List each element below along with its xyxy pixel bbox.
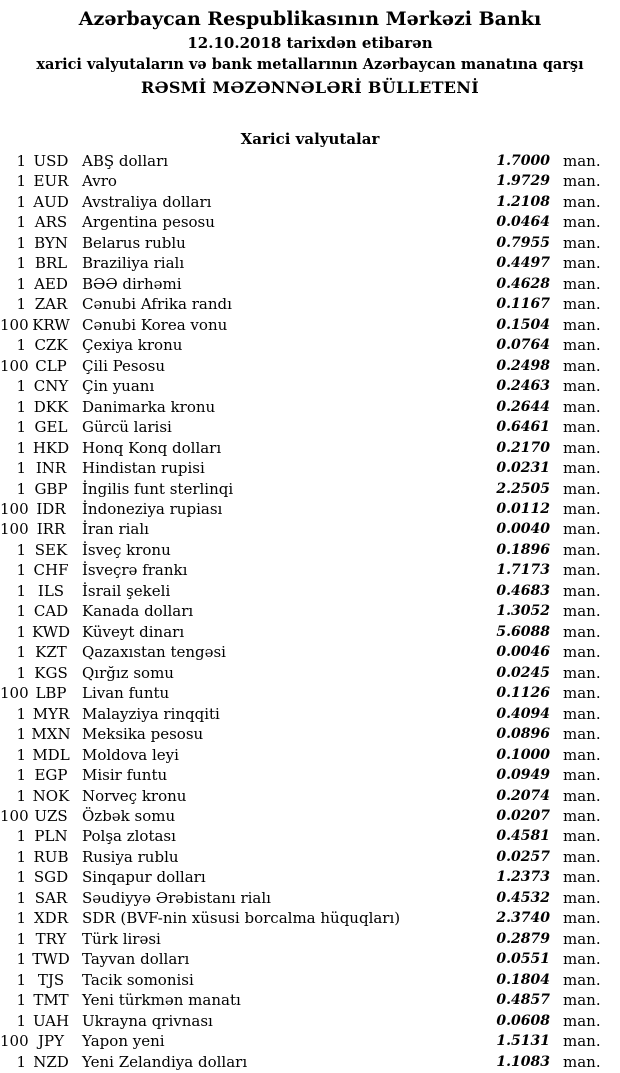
currency-code-cell: TJS (37, 970, 65, 989)
rate-value-cell: 0.0896 (496, 726, 550, 743)
rate-value-cell: 1.2373 (496, 869, 550, 886)
quantity-cell: 1 (16, 254, 26, 273)
currency-code-cell: MDL (32, 745, 70, 764)
table-row (0, 1052, 620, 1072)
currency-code-cell: KGS (34, 663, 68, 682)
table-row (0, 376, 620, 396)
currency-name-cell: İsrail şekeli (82, 581, 171, 600)
unit-cell: man. (563, 581, 601, 600)
table-row (0, 929, 620, 949)
quantity-cell: 100 (0, 807, 29, 825)
table-row (0, 540, 620, 560)
quantity-cell: 1 (16, 581, 26, 600)
currency-name-cell: Braziliya rialı (82, 254, 185, 273)
unit-cell: man. (563, 704, 601, 723)
table-row (0, 622, 620, 642)
rate-value-cell: 1.1083 (496, 1053, 550, 1070)
currency-code-cell: NOK (32, 786, 70, 805)
table-row (0, 274, 620, 294)
rate-value-cell: 2.2505 (496, 480, 550, 497)
rate-value-cell: 0.1126 (496, 685, 550, 702)
quantity-cell: 1 (16, 602, 26, 621)
currency-code-cell: SEK (34, 540, 68, 559)
currency-name-cell: Küveyt dinarı (82, 622, 185, 641)
rate-value-cell: 0.0207 (496, 808, 550, 824)
quantity-cell: 1 (16, 561, 26, 580)
quantity-cell: 1 (16, 929, 26, 948)
rate-value-cell: 0.0608 (496, 1012, 550, 1029)
unit-cell: man. (563, 356, 601, 375)
currency-code-cell: PLN (34, 827, 68, 846)
table-row (0, 1011, 620, 1031)
table-row (0, 888, 620, 908)
rate-value-cell: 0.0046 (496, 644, 550, 661)
bulletin-title: RƏSMİ MƏZƏNNƏLƏRİ BÜLLETENİ (140, 78, 480, 97)
table-row (0, 765, 620, 785)
table-row (0, 356, 620, 376)
table-row (0, 171, 620, 191)
rate-value-cell: 0.1167 (496, 296, 550, 313)
currency-code-cell: CLP (35, 356, 67, 375)
table-row (0, 519, 620, 539)
rate-value-cell: 0.0949 (496, 767, 550, 784)
quantity-cell: 1 (16, 1052, 26, 1071)
unit-cell: man. (563, 233, 601, 252)
currency-name-cell: Hindistan rupisi (82, 459, 205, 478)
unit-cell: man. (563, 725, 601, 744)
quantity-cell: 1 (16, 622, 26, 641)
currency-name-cell: Misir funtu (82, 766, 168, 785)
rate-value-cell: 0.2170 (496, 439, 550, 456)
rate-value-cell: 1.5131 (496, 1033, 550, 1050)
currency-name-cell: Polşa zlotası (82, 827, 176, 846)
table-row (0, 683, 620, 703)
table-row (0, 745, 620, 765)
currency-code-cell: EUR (33, 172, 69, 191)
currency-name-cell: Honq Konq dolları (82, 438, 222, 457)
currency-code-cell: SGD (33, 868, 69, 887)
currency-code-cell: IRR (36, 520, 66, 539)
rate-value-cell: 0.0551 (496, 951, 550, 968)
quantity-cell: 1 (16, 172, 26, 191)
unit-cell: man. (563, 684, 601, 703)
currency-code-cell: NZD (33, 1052, 69, 1071)
rate-value-cell: 0.7955 (496, 234, 550, 251)
currency-name-cell: Çin yuanı (82, 377, 155, 396)
currency-code-cell: SAR (34, 888, 68, 907)
table-row (0, 499, 620, 519)
table-row (0, 949, 620, 969)
currency-code-cell: ZAR (34, 295, 68, 314)
quantity-cell: 1 (16, 663, 26, 682)
rate-value-cell: 1.7000 (496, 153, 550, 169)
quantity-cell: 100 (0, 1032, 29, 1051)
currency-code-cell: UAH (32, 1011, 70, 1030)
table-row (0, 786, 620, 806)
currency-name-cell: Belarus rublu (82, 233, 186, 252)
currency-name-cell: Avstraliya dolları (82, 192, 212, 211)
unit-cell: man. (563, 520, 601, 539)
unit-cell: man. (563, 418, 601, 437)
unit-cell: man. (563, 438, 601, 457)
currency-code-cell: AUD (33, 192, 69, 211)
currency-name-cell: İran rialı (82, 520, 149, 539)
currency-code-cell: CZK (34, 336, 68, 355)
unit-cell: man. (563, 274, 601, 293)
table-row (0, 335, 620, 355)
quantity-cell: 1 (16, 950, 26, 969)
currency-code-cell: JPY (37, 1032, 64, 1051)
unit-cell: man. (563, 192, 601, 211)
currency-name-cell: Türk lirəsi (82, 929, 161, 948)
unit-cell: man. (563, 888, 601, 907)
currency-name-cell: Argentina pesosu (82, 213, 215, 232)
quantity-cell: 1 (16, 970, 26, 989)
rate-value-cell: 0.2463 (496, 378, 550, 395)
quantity-cell: 100 (0, 684, 29, 703)
currency-code-cell: HKD (32, 438, 70, 457)
rate-value-cell: 0.0245 (496, 664, 550, 681)
quantity-cell: 100 (0, 315, 29, 334)
currency-name-cell: İsveç kronu (82, 540, 171, 559)
table-row (0, 970, 620, 990)
unit-cell: man. (563, 929, 601, 948)
rate-value-cell: 0.4581 (496, 828, 550, 845)
currency-code-cell: RUB (33, 847, 69, 866)
unit-cell: man. (563, 540, 601, 559)
table-row (0, 847, 620, 867)
quantity-cell: 1 (16, 336, 26, 355)
currency-name-cell: ABŞ dolları (82, 152, 169, 170)
currency-code-cell: TWD (32, 950, 70, 969)
quantity-cell: 1 (16, 847, 26, 866)
currency-code-cell: MYR (32, 704, 70, 723)
rate-value-cell: 0.4683 (496, 582, 550, 599)
unit-cell: man. (563, 315, 601, 334)
rate-value-cell: 0.1804 (496, 971, 550, 988)
rate-value-cell: 1.7173 (496, 562, 550, 579)
currency-name-cell: Sinqapur dolları (82, 868, 206, 887)
rate-value-cell: 0.2498 (496, 357, 550, 374)
unit-cell: man. (563, 397, 601, 416)
currency-name-cell: Özbək somu (82, 807, 176, 825)
currency-code-cell: IDR (36, 499, 66, 518)
table-row (0, 560, 620, 580)
table-row (0, 867, 620, 887)
rate-value-cell: 2.3740 (496, 910, 550, 927)
table-row (0, 253, 620, 273)
unit-cell: man. (563, 991, 601, 1010)
currency-code-cell: AED (34, 274, 68, 293)
unit-cell: man. (563, 254, 601, 273)
unit-cell: man. (563, 786, 601, 805)
bulletin-header (0, 7, 620, 99)
table-row (0, 212, 620, 232)
currency-code-cell: BRL (34, 254, 68, 273)
currency-code-cell: TMT (33, 991, 69, 1010)
table-row (0, 581, 620, 601)
rate-value-cell: 1.9729 (496, 173, 550, 190)
unit-cell: man. (563, 643, 601, 662)
rates-table (0, 151, 620, 1072)
currency-name-cell: Yeni Zelandiya dolları (82, 1052, 248, 1071)
quantity-cell: 1 (16, 459, 26, 478)
table-row (0, 806, 620, 826)
unit-cell: man. (563, 847, 601, 866)
table-row (0, 479, 620, 499)
rate-value-cell: 0.4497 (496, 255, 550, 272)
currency-name-cell: İndoneziya rupiası (82, 499, 223, 518)
currency-code-cell: XDR (34, 909, 68, 928)
quantity-cell: 1 (16, 827, 26, 846)
currency-name-cell: Danimarka kronu (82, 397, 216, 416)
quantity-cell: 1 (16, 786, 26, 805)
rate-value-cell: 0.0257 (496, 848, 550, 865)
table-row (0, 315, 620, 335)
quantity-cell: 1 (16, 1011, 26, 1030)
currency-name-cell: Moldova leyi (82, 745, 179, 764)
rate-value-cell: 0.1896 (496, 541, 550, 558)
currency-name-cell: Tacik somonisi (82, 970, 194, 989)
rate-value-cell: 0.2074 (496, 787, 550, 804)
table-row (0, 990, 620, 1010)
rate-value-cell: 0.1504 (496, 316, 550, 333)
unit-cell: man. (563, 868, 601, 887)
currency-name-cell: Rusiya rublu (82, 847, 179, 866)
currency-name-cell: Avro (82, 172, 117, 191)
quantity-cell: 1 (16, 766, 26, 785)
currency-code-cell: UZS (34, 807, 68, 825)
unit-cell: man. (563, 1011, 601, 1030)
currency-name-cell: BƏƏ dirhəmi (82, 274, 182, 293)
rate-value-cell: 0.6461 (496, 419, 550, 436)
table-row (0, 294, 620, 314)
currency-code-cell: CHF (33, 561, 69, 580)
table-row (0, 1031, 620, 1051)
currency-name-cell: İngilis funt sterlinqi (82, 479, 234, 498)
currency-code-cell: CAD (33, 602, 69, 621)
unit-cell: man. (563, 970, 601, 989)
rate-value-cell: 0.4857 (496, 992, 550, 1009)
table-row (0, 417, 620, 437)
currency-code-cell: MXN (31, 725, 71, 744)
currency-code-cell: CNY (33, 377, 69, 396)
rate-value-cell: 0.4094 (496, 705, 550, 722)
unit-cell: man. (563, 602, 601, 621)
unit-cell: man. (563, 377, 601, 396)
unit-cell: man. (563, 172, 601, 191)
table-row (0, 601, 620, 621)
currency-name-cell: Qırğız somu (82, 663, 174, 682)
rate-value-cell: 0.0464 (496, 214, 550, 231)
quantity-cell: 1 (16, 725, 26, 744)
unit-cell: man. (563, 807, 601, 825)
currency-name-cell: Qazaxıstan tengəsi (82, 643, 226, 662)
currency-name-cell: Norveç kronu (82, 786, 187, 805)
currency-code-cell: INR (35, 459, 67, 478)
currency-name-cell: Yeni türkmən manatı (82, 991, 241, 1010)
currency-code-cell: EGP (34, 766, 68, 785)
currency-name-cell: Malayziya rinqqiti (82, 704, 220, 723)
subject-line: xarici valyutaların və bank metallarının Azərbaycan manatına qarşı (36, 56, 584, 73)
unit-cell: man. (563, 336, 601, 355)
table-row (0, 826, 620, 846)
currency-name-cell: Cənubi Korea vonu (82, 315, 228, 334)
table-row (0, 908, 620, 928)
quantity-cell: 1 (16, 479, 26, 498)
table-row (0, 438, 620, 458)
unit-cell: man. (563, 561, 601, 580)
rate-value-cell: 0.2644 (496, 398, 550, 415)
table-row (0, 397, 620, 417)
currency-code-cell: BYN (34, 233, 68, 252)
rate-value-cell: 0.0231 (496, 460, 550, 477)
unit-cell: man. (563, 152, 601, 170)
quantity-cell: 1 (16, 540, 26, 559)
unit-cell: man. (563, 827, 601, 846)
section-title-foreign-currencies: Xarici valyutalar (240, 130, 380, 148)
currency-code-cell: ARS (34, 213, 68, 232)
table-row (0, 642, 620, 662)
unit-cell: man. (563, 459, 601, 478)
unit-cell: man. (563, 1032, 601, 1051)
currency-code-cell: GEL (34, 418, 68, 437)
unit-cell: man. (563, 909, 601, 928)
currency-code-cell: KZT (35, 643, 67, 662)
table-row (0, 663, 620, 683)
unit-cell: man. (563, 1052, 601, 1071)
unit-cell: man. (563, 499, 601, 518)
quantity-cell: 1 (16, 213, 26, 232)
unit-cell: man. (563, 950, 601, 969)
quantity-cell: 1 (16, 438, 26, 457)
currency-name-cell: Səudiyyə Ərəbistanı rialı (82, 888, 271, 907)
rate-value-cell: 0.0040 (496, 521, 550, 538)
currency-name-cell: Tayvan dolları (82, 950, 190, 969)
table-row (0, 458, 620, 478)
rate-value-cell: 1.3052 (496, 603, 550, 620)
currency-name-cell: SDR (BVF-nin xüsusi borcalma hüquqları) (82, 909, 401, 928)
rate-value-cell: 0.1000 (496, 746, 550, 763)
rate-value-cell: 5.6088 (496, 623, 550, 640)
table-row (0, 151, 620, 171)
quantity-cell: 1 (16, 909, 26, 928)
quantity-cell: 1 (16, 643, 26, 662)
table-row (0, 233, 620, 253)
currency-name-cell: Çexiya kronu (82, 336, 183, 355)
currency-code-cell: TRY (35, 929, 67, 948)
table-row (0, 724, 620, 744)
quantity-cell: 1 (16, 192, 26, 211)
currency-name-cell: Cənubi Afrika randı (82, 295, 232, 314)
currency-name-cell: Ukrayna qrivnası (82, 1011, 213, 1030)
quantity-cell: 100 (0, 520, 29, 539)
quantity-cell: 1 (16, 868, 26, 887)
table-row (0, 704, 620, 724)
unit-cell: man. (563, 295, 601, 314)
quantity-cell: 1 (16, 377, 26, 396)
quantity-cell: 1 (16, 295, 26, 314)
quantity-cell: 1 (16, 274, 26, 293)
currency-name-cell: Kanada dolları (82, 602, 194, 621)
quantity-cell: 1 (16, 888, 26, 907)
currency-name-cell: Gürcü larisi (82, 418, 172, 437)
rate-value-cell: 0.4532 (496, 889, 550, 906)
currency-code-cell: USD (33, 152, 69, 170)
quantity-cell: 1 (16, 397, 26, 416)
rate-value-cell: 0.0764 (496, 337, 550, 354)
currency-code-cell: KWD (31, 622, 71, 641)
rate-value-cell: 0.2879 (496, 930, 550, 947)
unit-cell: man. (563, 213, 601, 232)
unit-cell: man. (563, 745, 601, 764)
rate-value-cell: 0.0112 (496, 500, 550, 517)
quantity-cell: 1 (16, 233, 26, 252)
quantity-cell: 1 (16, 991, 26, 1010)
currency-code-cell: DKK (33, 397, 69, 416)
bank-name-title: Azərbaycan Respublikasının Mərkəzi Bankı (78, 8, 542, 30)
quantity-cell: 100 (0, 499, 29, 518)
unit-cell: man. (563, 622, 601, 641)
currency-name-cell: İsveçrə frankı (82, 561, 188, 580)
currency-name-cell: Meksika pesosu (82, 725, 204, 744)
currency-code-cell: KRW (32, 315, 70, 334)
unit-cell: man. (563, 766, 601, 785)
quantity-cell: 1 (16, 418, 26, 437)
currency-code-cell: GBP (34, 479, 68, 498)
currency-name-cell: Livan funtu (82, 684, 170, 703)
rate-value-cell: 0.4628 (496, 275, 550, 292)
quantity-cell: 100 (0, 356, 29, 375)
effective-date-line: 12.10.2018 tarixdən etibarən (187, 34, 433, 52)
currency-name-cell: Çili Pesosu (82, 356, 166, 375)
currency-name-cell: Yapon yeni (82, 1032, 165, 1051)
quantity-cell: 1 (16, 152, 26, 170)
unit-cell: man. (563, 479, 601, 498)
currency-code-cell: LBP (35, 684, 67, 703)
quantity-cell: 1 (16, 745, 26, 764)
table-row (0, 192, 620, 212)
rate-value-cell: 1.2108 (496, 193, 550, 210)
quantity-cell: 1 (16, 704, 26, 723)
currency-code-cell: ILS (37, 581, 65, 600)
unit-cell: man. (563, 663, 601, 682)
